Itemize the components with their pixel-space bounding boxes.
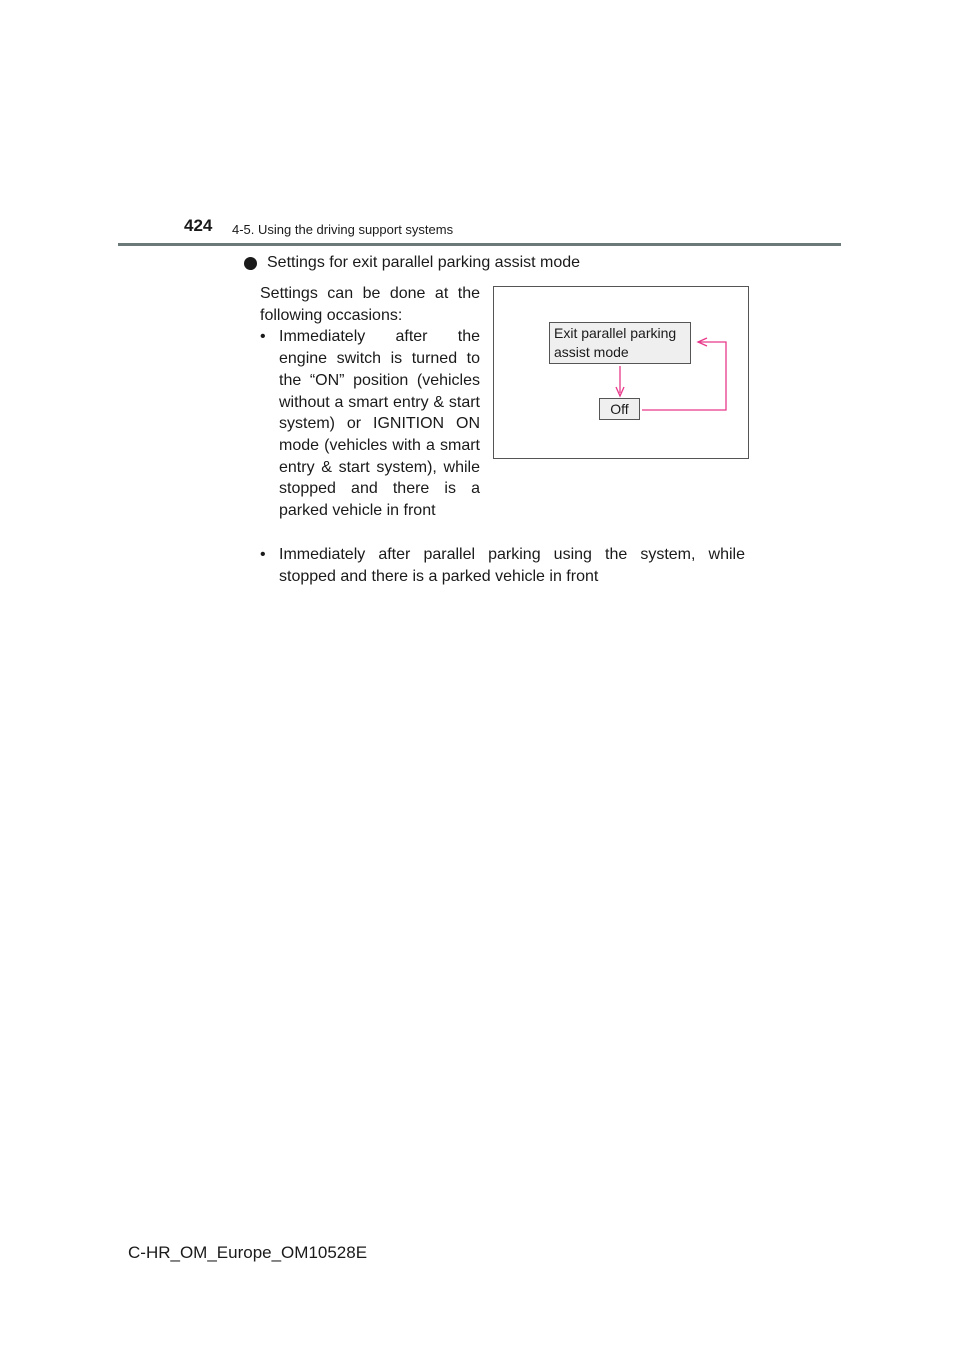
bullet-heading-text: Settings for exit parallel parking assist mode	[267, 254, 581, 271]
return-arrow-line	[642, 342, 726, 410]
list-item-text: Immediately after the engine switch is turned to the “ON” position (vehicles without a smart entry & start system) or IGNITION ON mode (vehicles with a smart entry & start system), while stopped and there is a parked vehicle in front	[279, 328, 480, 520]
section-title: 4-5. Using the driving support systems	[232, 222, 454, 237]
page-number: 424	[184, 216, 213, 235]
intro-text: Settings can be done at the following occasions:	[260, 285, 480, 324]
document-code: C-HR_OM_Europe_OM10528E	[128, 1243, 368, 1262]
list-item-text: Immediately after parallel parking using the system, while stopped and there is a parked vehicle in front	[279, 546, 745, 585]
list-bullet: •	[260, 328, 266, 346]
list-bullet: •	[260, 546, 266, 563]
off-mode-box: Off	[599, 398, 640, 420]
exit-parallel-parking-mode-box: Exit parallel parking assist mode	[549, 322, 691, 364]
